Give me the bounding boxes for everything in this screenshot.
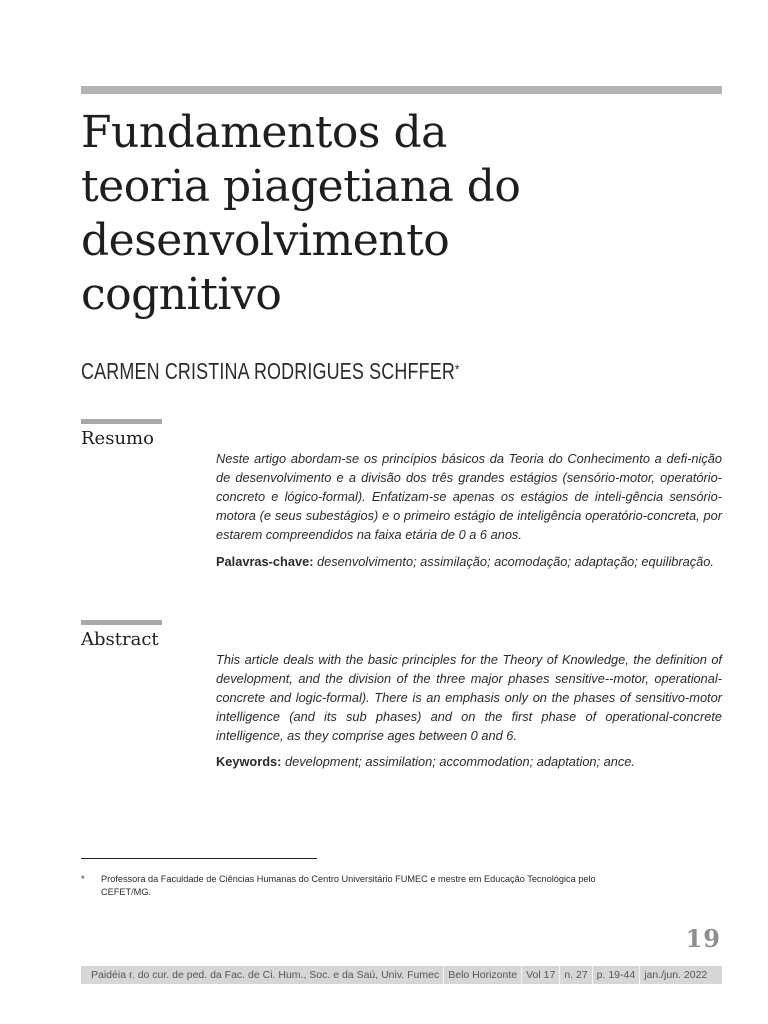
title-line: teoria piagetiana do	[81, 161, 521, 212]
article-title	[81, 106, 701, 322]
footnote-text: Professora da Faculdade de Ciências Humanas do Centro Universitário FUMEC e mestre em Educação Tecnológica pelo CEFET/MG.	[101, 874, 596, 897]
footer-journal: Paidéia r. do cur. de ped. da Fac. de Ci. Hum., Soc. e da Saú, Univ. Fumec	[91, 969, 440, 981]
abstract-rule	[81, 620, 162, 625]
resumo-body: Neste artigo abordam-se os princípios básicos da Teoria do Conhecimento a defi-nição de desenvolvimento e a divisão dos três grandes estágios (sensório-motor, operatório-concreto e lógico-formal). Enfatizam-se apenas os estágios de inteli-gência sensório-motora (e seus subestágios) e o primeiro estágio de inteligência operatório-concreta, por estarem compreendidos na faixa etária de 0 a 6 anos.	[216, 451, 722, 542]
footer-pages: p. 19-44	[592, 966, 640, 984]
resumo-keywords	[216, 552, 722, 571]
title-line: cognitivo	[81, 269, 282, 320]
resumo-keywords-text: desenvolvimento; assimilação; acomodação; adaptação; equilibração.	[317, 554, 714, 569]
footnote-rule	[81, 858, 317, 859]
abstract-keywords	[216, 752, 722, 771]
title-line: desenvolvimento	[81, 215, 450, 266]
footer-volume: Vol 17	[521, 966, 559, 984]
footer-city: Belo Horizonte	[443, 966, 521, 984]
author-footnote-mark: *	[454, 361, 460, 377]
journal-footer	[81, 966, 722, 984]
footnote-mark: *	[81, 874, 85, 884]
title-line: Fundamentos da	[81, 107, 447, 158]
top-rule	[81, 86, 722, 94]
footnote	[81, 873, 641, 899]
footer-date: jan./jun. 2022	[639, 966, 711, 984]
resumo-rule	[81, 419, 162, 424]
page-number: 19	[685, 924, 721, 953]
abstract-body: This article deals with the basic principles for the Theory of Knowledge, the definition of development, and the division of the three major phases sensitive--motor, operational-concrete and logic-formal). There is an emphasis only on the phases of sensitivo-motor intelligence (and its sub phases) and on the first phase of operational-concrete intelligence, as they comprise ages between 0 and 6.	[216, 652, 722, 743]
abstract-keywords-text: development; assimilation; accommodation; adaptation; ance.	[284, 754, 635, 769]
footer-number: n. 27	[559, 966, 591, 984]
resumo-keywords-label: Palavras-chave:	[216, 554, 314, 569]
author-name	[81, 356, 459, 386]
author-text: CARMEN CRISTINA RODRIGUES SCHFFER	[81, 358, 455, 384]
abstract-keywords-label: Keywords:	[216, 754, 282, 769]
abstract-heading: Abstract	[81, 629, 159, 650]
resumo-heading: Resumo	[81, 428, 154, 449]
